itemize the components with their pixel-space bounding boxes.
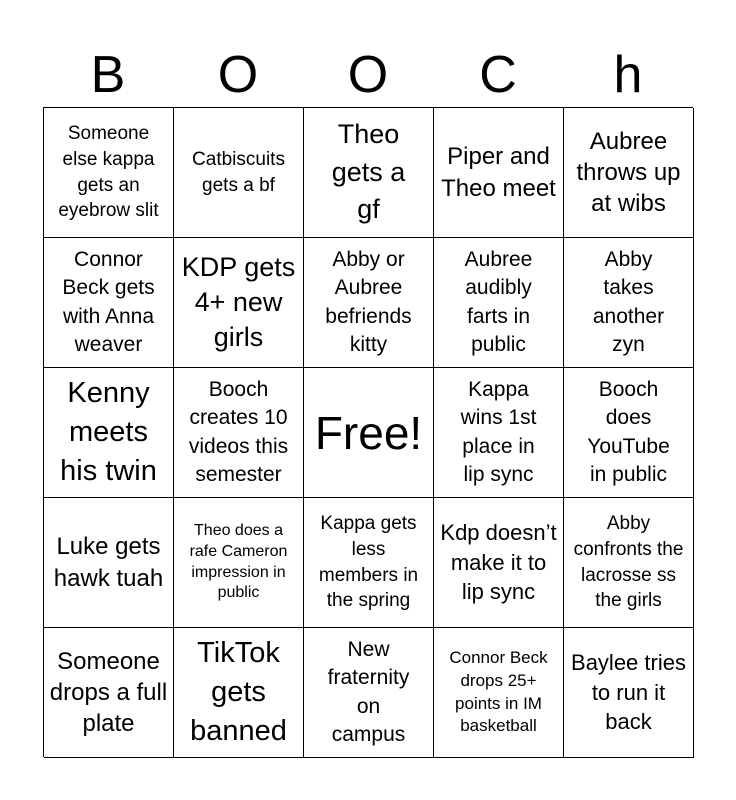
- bingo-cell-text: Luke gets hawk tuah: [53, 533, 164, 592]
- bingo-cell-text: Someone drops a full plate: [49, 647, 168, 738]
- bingo-cell-text: KDP gets 4+ new girls: [181, 251, 296, 353]
- bingo-cell[interactable]: [434, 238, 564, 368]
- bingo-cell[interactable]: [304, 238, 434, 368]
- bingo-cell-text: TikTok gets banned: [190, 636, 287, 748]
- bingo-cell-text: Kappa wins 1st place in lip sync: [460, 377, 537, 486]
- bingo-cell[interactable]: [564, 628, 694, 758]
- bingo-board: [43, 107, 693, 757]
- bingo-cell-text: Theo gets a gf: [331, 118, 406, 225]
- bingo-cell-text: Booch does YouTube in public: [587, 377, 670, 486]
- bingo-cell-text: Kappa gets less members in the spring: [318, 513, 419, 612]
- bingo-cell-text: Kenny meets his twin: [60, 376, 157, 488]
- bingo-cell-text: Abby takes another zyn: [592, 247, 665, 356]
- bingo-cell[interactable]: [174, 368, 304, 498]
- bingo-cell[interactable]: [304, 498, 434, 628]
- bingo-cell-text: Theo does a rafe Cameron impression in public: [189, 521, 288, 602]
- bingo-cell-text: Catbiscuits gets a bf: [192, 148, 285, 196]
- bingo-cell[interactable]: [44, 368, 174, 498]
- bingo-cell[interactable]: [44, 498, 174, 628]
- bingo-cell[interactable]: [434, 498, 564, 628]
- bingo-cell-text: Aubree audibly farts in public: [464, 247, 533, 356]
- header-letter-2: O: [217, 46, 259, 104]
- bingo-cell[interactable]: [174, 108, 304, 238]
- bingo-cell-text: Someone else kappa gets an eyebrow slit: [58, 123, 159, 222]
- bingo-cell[interactable]: [174, 498, 304, 628]
- bingo-cell-text: Abby confronts the lacrosse ss the girls: [573, 513, 684, 612]
- bingo-cell[interactable]: [44, 238, 174, 368]
- bingo-cell-text: New fraternity on campus: [327, 637, 410, 746]
- header-letter-4: C: [479, 46, 517, 104]
- header-letter-3: O: [347, 46, 389, 104]
- bingo-cell-text: Piper and Theo meet: [441, 143, 556, 202]
- free-space-text: Free!: [314, 406, 423, 459]
- bingo-cell[interactable]: [434, 368, 564, 498]
- bingo-cell[interactable]: [174, 628, 304, 758]
- bingo-cell-text: Aubree throws up at wibs: [576, 127, 681, 218]
- bingo-cell[interactable]: [434, 108, 564, 238]
- header-letter-1: B: [90, 46, 126, 104]
- bingo-cell[interactable]: [564, 368, 694, 498]
- bingo-cell-text: Kdp doesn’t make it to lip sync: [440, 519, 557, 605]
- bingo-cell-text: Connor Beck gets with Anna weaver: [62, 247, 155, 356]
- bingo-cell[interactable]: [564, 108, 694, 238]
- bingo-cell[interactable]: [304, 628, 434, 758]
- bingo-cell[interactable]: [434, 628, 564, 758]
- bingo-cell[interactable]: [44, 628, 174, 758]
- bingo-cell-text: Baylee tries to run it back: [571, 649, 686, 735]
- free-space[interactable]: [304, 368, 434, 498]
- bingo-cell[interactable]: [44, 108, 174, 238]
- bingo-cell[interactable]: [174, 238, 304, 368]
- header-letter-5: h: [613, 46, 643, 104]
- bingo-cell-text: Abby or Aubree befriends kitty: [325, 247, 412, 356]
- bingo-cell[interactable]: [564, 238, 694, 368]
- bingo-header: [43, 44, 693, 106]
- bingo-cell-text: Connor Beck drops 25+ points in IM basketball: [449, 647, 548, 736]
- bingo-cell[interactable]: [304, 108, 434, 238]
- bingo-cell[interactable]: [564, 498, 694, 628]
- bingo-cell-text: Booch creates 10 videos this semester: [188, 377, 289, 486]
